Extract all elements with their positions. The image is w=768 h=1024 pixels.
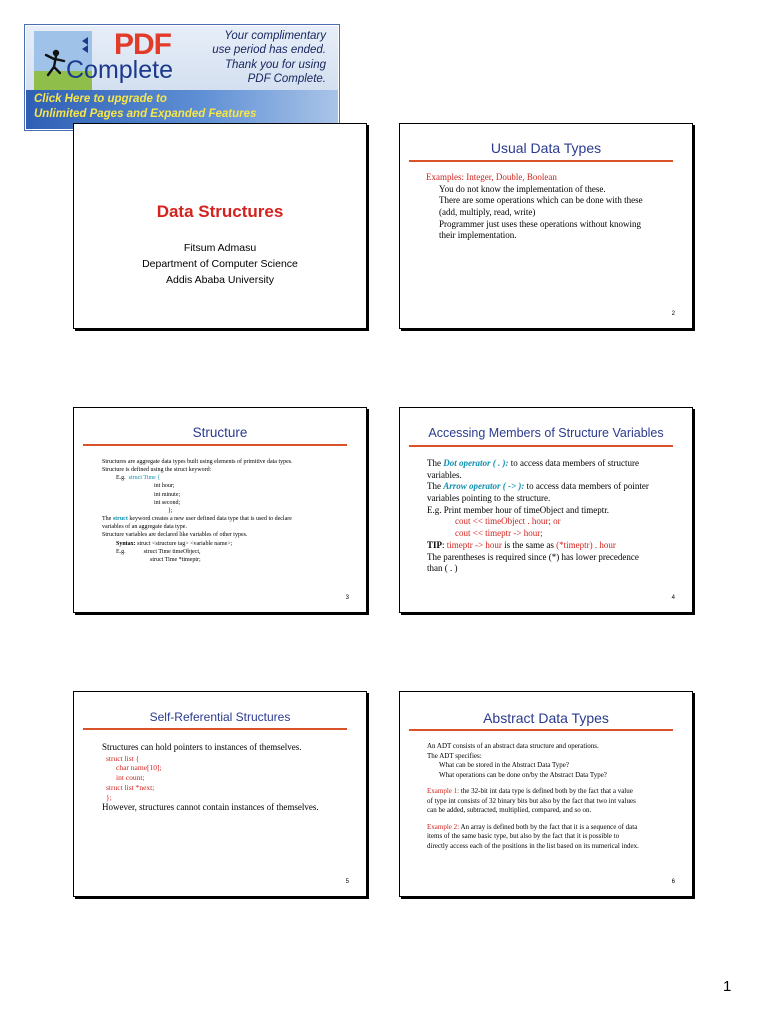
title-rule — [409, 729, 673, 731]
slide-number: 5 — [345, 879, 349, 885]
slide-title: Structure — [192, 425, 248, 440]
slide-body: Examples: Integer, Double, Boolean You do not know the implementation of these. There are some operations which can be done with these (add, multiply, read, write) Programmer just uses these operations without knowing their implementation. — [426, 172, 643, 241]
slide-body: Structures are aggregate data types built using elements of primitive data types. Structure is defined using the struct keyword: E.g. struct Time { int hour; int minute; int second; }; The struct keyword creates a new user defined data type that is used to declare variables of an aggregate data type. Structure variables are declared like variables of other types. Syntax: struct <structure tag> <variable name>; E.g. struct Time timeObject, struct Time *timeptr; — [102, 459, 293, 563]
banner-message: Your complimentary use period has ended. Thank you for using PDF Complete. — [212, 30, 326, 86]
slide-title: Abstract Data Types — [483, 710, 609, 726]
slide-5 — [73, 691, 367, 897]
document-page-number: 1 — [723, 978, 732, 995]
upgrade-banner[interactable] — [25, 25, 339, 130]
brand-pdf: PDF — [114, 28, 171, 61]
title-rule — [409, 160, 673, 162]
slide-number: 6 — [671, 879, 675, 885]
slide-body: An ADT consists of an abstract data structure and operations. The ADT specifies: What can be stored in the Abstract Data Type? What operations can be done on/by the Abstract Data Type? Example 1: the 32-bit int data type is defined both by the fact that a value of type int consists of 32 binary bits but also by the fact that two int values can be added, subtracted, multiplied, compared, and so on. Example 2: An array is defined both by the fact that it is a sequence of data items of the same basic type, but also by the fact that it is possible to directly access each of the positions in the list based on its numerical index. — [427, 742, 639, 850]
slide-6 — [399, 691, 693, 897]
brand-complete: Complete — [66, 56, 173, 84]
title-rule — [409, 445, 673, 447]
slide-number: 4 — [671, 595, 675, 601]
upgrade-line-2[interactable]: Unlimited Pages and Expanded Features — [34, 108, 257, 120]
upgrade-line-1[interactable]: Click Here to upgrade to — [34, 93, 167, 105]
slide-title: Data Structures — [156, 202, 284, 221]
slide-title: Usual Data Types — [490, 140, 602, 156]
title-rule — [83, 728, 347, 730]
slide-number: 2 — [671, 311, 675, 317]
university: Addis Ababa University — [166, 274, 274, 286]
slide-4 — [399, 407, 693, 613]
slide-title: Accessing Members of Structure Variables — [428, 426, 664, 440]
slide-body: Structures can hold pointers to instances of themselves. struct list { char name[10]; int count; struct list *next; }; However, structures cannot contain instances of themselves. — [102, 742, 319, 813]
slide-1 — [73, 123, 367, 329]
slide-3 — [73, 407, 367, 613]
slide-2 — [399, 123, 693, 329]
department: Department of Computer Science — [142, 258, 298, 270]
slide-body: The Dot operator ( . ): to access data members of structure variables. The Arrow operator ( -> ): to access data members of pointer variables pointing to the structure. E.g. Print member hour of timeObject and timeptr. cout << timeObject . hour; or cout << timeptr -> hour; TIP: timeptr -> hour is the same as (*timeptr) . hour The parentheses is required since (*) has lower precedence than ( . ) — [427, 458, 649, 574]
author: Fitsum Admasu — [183, 242, 257, 254]
slide-title: Self-Referential Structures — [149, 710, 291, 724]
title-rule — [83, 444, 347, 446]
slide-number: 3 — [345, 595, 349, 601]
